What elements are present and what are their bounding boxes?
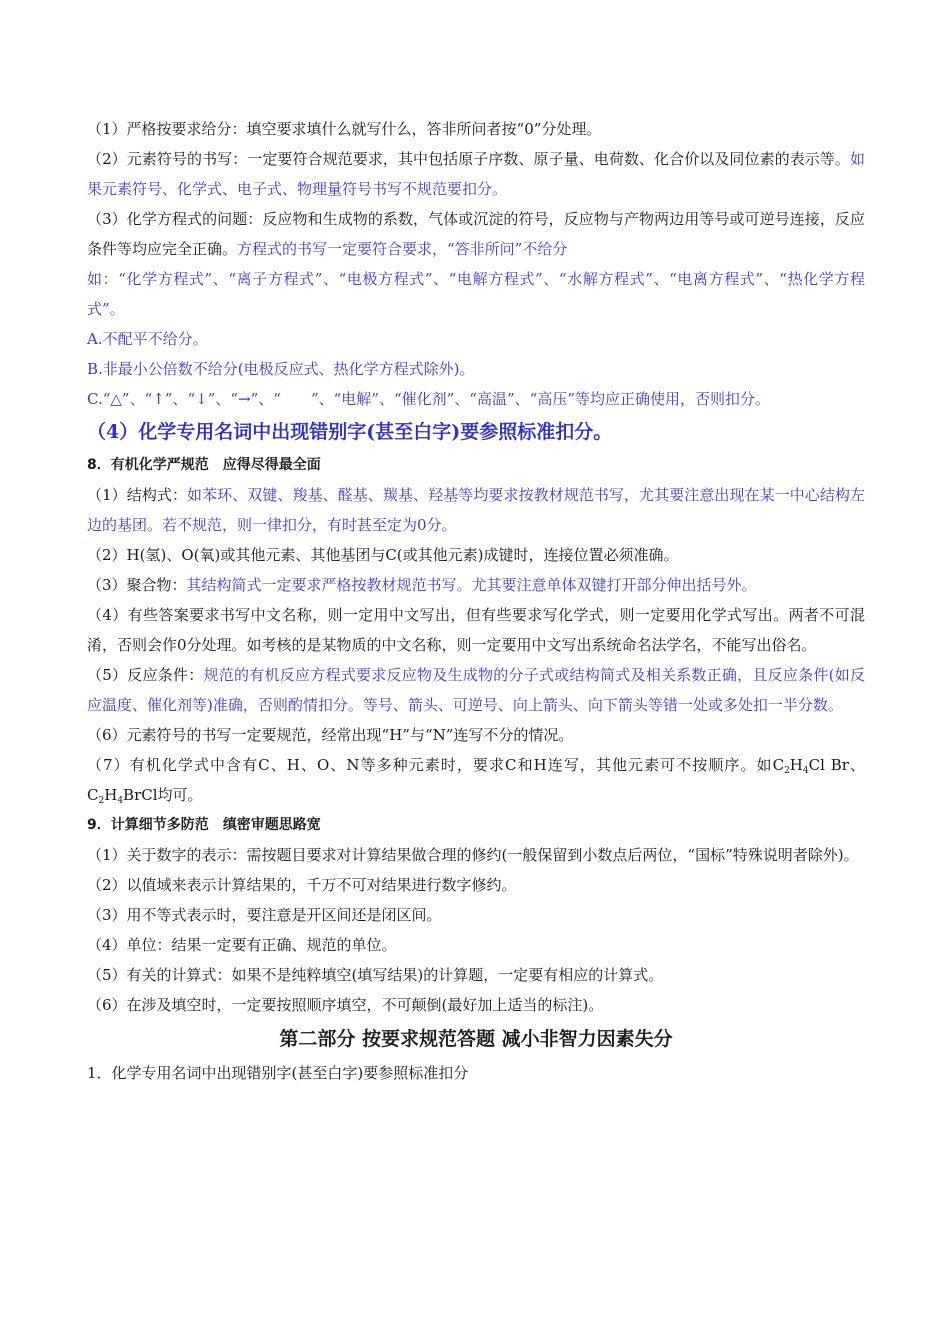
organic-3-label: （3）聚合物： bbox=[87, 576, 187, 594]
rule-3-paragraph bbox=[87, 204, 865, 264]
organic-1-paragraph bbox=[87, 480, 865, 540]
organic-5-highlight: 规范的有机反应方程式要求反应物及生成物的分子式或结构简式及相关系数正确，且反应条件(如反应温度、催化剂等)准确，否则酌情扣分。等号、箭头、可逆号、向上箭头、向下箭头等错一处或多处扣一半分数。 bbox=[87, 666, 866, 714]
formula-1: $C_2H_4Cl$ Br bbox=[772, 756, 849, 776]
organic-4-paragraph: （4）有些答案要求书写中文名称，则一定用中文写出，但有些要求写化学式，则一定要用化学式写出。两者不可混淆，否则会作0分处理。如考核的是某物质的中文名称，则一定要用中文写出系统命名法学名，不能写出俗名。 bbox=[87, 606, 865, 654]
rule-1-paragraph: （1）严格按要求给分：填空要求填什么就写什么，答非所问者按“0”分处理。 bbox=[87, 120, 602, 138]
equation-types-paragraph: 如：“化学方程式”、“离子方程式”、“电极方程式”、“电解方程式”、“水解方程式”、“电离方程式”、“热化学方程式”。 bbox=[87, 270, 865, 318]
point-a: A.不配平不给分。 bbox=[87, 330, 208, 348]
rule-3-highlight: 方程式的书写一定要符合要求，“答非所问”不给分 bbox=[237, 240, 568, 258]
calc-4-paragraph: （4）单位：结果一定要有正确、规范的单位。 bbox=[87, 936, 397, 954]
part-2-heading: 第二部分 按要求规范答题 减小非智力因素失分 bbox=[279, 1028, 673, 1050]
calc-3-paragraph: （3）用不等式表示时，要注意是开区间还是闭区间。 bbox=[87, 906, 442, 924]
point-c: C.“△”、“↑”、“↓”、“→”、“ ”、“电解”、“催化剂”、“高温”、“高压”等均应正确使用，否则扣分。 bbox=[87, 390, 770, 408]
organic-5-paragraph bbox=[87, 660, 865, 720]
rule-3-text: （3）化学方程式的问题：反应物和生成物的系数，气体或沉淀的符号，反应物与产物两边用等号或可逆号连接，反应条件等均应完全正确。 bbox=[87, 210, 865, 258]
organic-1-label: （1）结构式： bbox=[87, 486, 188, 504]
calc-5-paragraph: （5）有关的计算式：如果不是纯粹填空(填写结果)的计算题，一定要有相应的计算式。 bbox=[87, 966, 664, 984]
rule-2-text: （2）元素符号的书写：一定要符合规范要求，其中包括原子序数、原子量、电荷数、化合价以及同位素的表示等。 bbox=[87, 150, 850, 168]
organic-1-highlight: 如苯环、双键、羧基、醛基、羰基、羟基等均要求按教材规范书写，尤其要注意出现在某一中心结构左边的基团。若不规范，则一律扣分，有时甚至定为0分。 bbox=[87, 486, 866, 534]
rule-2-paragraph bbox=[87, 144, 865, 204]
calc-1-paragraph: （1）关于数字的表示：需按题目要求对计算结果做合理的修约(一般保留到小数点后两位，“国标”特殊说明者除外)。 bbox=[87, 846, 859, 864]
organic-5-label: （5）反应条件： bbox=[87, 666, 204, 684]
organic-3-paragraph bbox=[87, 570, 865, 600]
formula-2: $C_2H_4BrCl$ bbox=[87, 786, 158, 806]
organic-2-paragraph: （2）H(氢)、O(氧)或其他元素、其他基团与C(或其他元素)成键时，连接位置必须准确。 bbox=[87, 546, 679, 564]
organic-7-paragraph: （7）有机化学式中含有C、H、O、N等多种元素时，要求C和H连写，其他元素可不按顺序。如$C_2H_4Cl$ Br、$C_2H_4BrCl$均可。 bbox=[87, 756, 865, 806]
calc-6-paragraph: （6）在涉及填空时，一定要按照顺序填空，不可颠倒(最好加上适当的标注)。 bbox=[87, 996, 604, 1014]
document-page bbox=[87, 114, 865, 1088]
part-2-item-1: 1．化学专用名词中出现错别字(甚至白字)要参照标准扣分 bbox=[87, 1064, 469, 1082]
section-9-heading: 9．计算细节多防范 缜密审题思路宽 bbox=[87, 817, 321, 833]
rule-4-heading: （4）化学专用名词中出现错别字(甚至白字)要参照标准扣分。 bbox=[87, 421, 613, 443]
organic-7-text: （7）有机化学式中含有C、H、O、N等多种元素时，要求C和H连写，其他元素可不按顺序。如 bbox=[87, 756, 773, 774]
calc-2-paragraph: （2）以值域来表示计算结果的，千万不可对结果进行数字修约。 bbox=[87, 876, 517, 894]
section-8-heading: 8．有机化学严规范 应得尽得最全面 bbox=[87, 457, 321, 473]
rule-2-highlight: 如果元素符号、化学式、电子式、物理量符号书写不规范要扣分。 bbox=[87, 150, 865, 198]
organic-6-paragraph: （6）元素符号的书写一定要规范，经常出现“H”与“N”连写不分的情况。 bbox=[87, 726, 574, 744]
point-b: B.非最小公倍数不给分(电极反应式、热化学方程式除外)。 bbox=[87, 360, 475, 378]
organic-3-highlight: 其结构简式一定要求严格按教材规范书写。尤其要注意单体双键打开部分伸出括号外。 bbox=[186, 576, 757, 594]
